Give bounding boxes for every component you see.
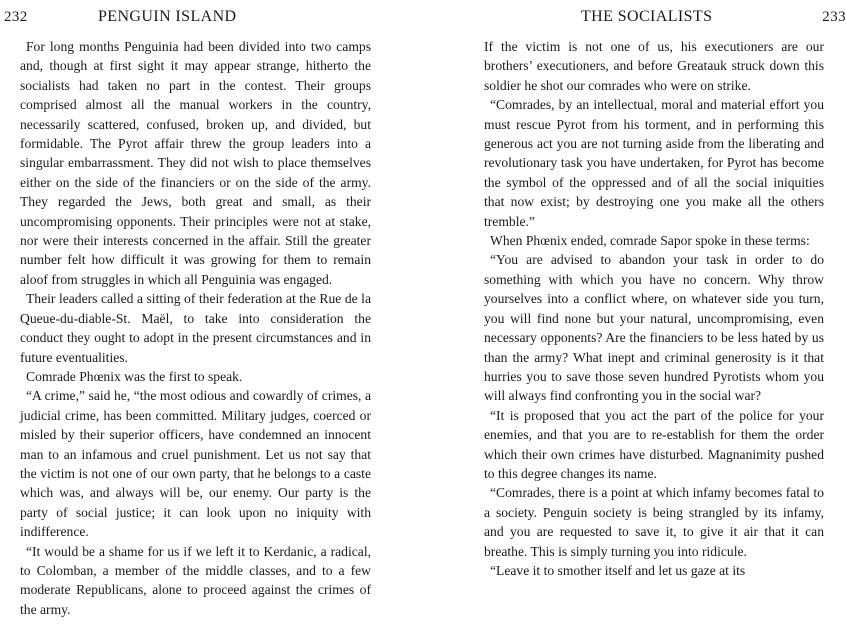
running-head-title: THE SOCIALISTS (581, 8, 713, 25)
page-number: 233 (822, 9, 846, 25)
paragraph: “Leave it to smother itself and let us gaze at its (490, 562, 746, 578)
paragraph: “Comrades, by an intellectual, moral and material effort you must rescue Pyrot from his torment, and in performing this generous act you are not turning aside from the liberating and revolutionary task you have undertaken, for Pyrot has become the symbol of the oppressed and of all the social iniquities that now exist; by destroying one you make all the others tremble.” (484, 97, 824, 229)
left-page (4, 0, 371, 626)
right-running-head (484, 8, 846, 30)
right-page-text (484, 37, 824, 580)
paragraph: If the victim is not one of us, his executioners are our brothers’ executioners, and before Greatauk struck down this soldier he shot our comrades who were on strike. (484, 39, 824, 93)
paragraph: “A crime,” said he, “the most odious and cowardly of crimes, a judicial crime, has been committed. Military judges, coerced or misled by their superior officers, have condemned an innocent man to an infamous and cruel punishment. Let us not say that the victim is not one of our own party, that he belongs to a caste which was, and always will be, our enemy. Our party is the party of social justice; it can look upon no iniquity with indifference. (20, 388, 371, 540)
left-page-text (20, 37, 371, 619)
paragraph: Comrade Phœnix was the first to speak. (26, 368, 243, 384)
running-head-title: PENGUIN ISLAND (98, 8, 237, 25)
paragraph: Their leaders called a sitting of their federation at the Rue de la Queue-du-diable-St. Maël, to take into consideration the conduct they ought to adopt in the present circumstances and in future eventualities. (20, 291, 371, 365)
right-page (484, 0, 846, 626)
left-running-head (4, 8, 371, 30)
paragraph: “It is proposed that you act the part of the police for your enemies, and that you are to re-establish for them the order which their own crimes have disturbed. Magnanimity pushed to this degree changes its name. (484, 407, 824, 481)
paragraph: “You are advised to abandon your task in order to do something with which you have no concern. Why throw yourselves into a conflict where, on whatever side you turn, you will find none but your natural, uncompromising, even necessary opponents? Are the financiers to be less hated by us than the army? What inept and criminal generosity is it that hurries you to save those seven hundred Pyrotists whom you will always find confronting you in the social war? (484, 252, 824, 404)
paragraph: When Phœnix ended, comrade Sapor spoke in these terms: (490, 233, 810, 249)
paragraph: For long months Penguinia had been divided into two camps and, though at first sight it may appear strange, hitherto the socialists had taken no part in the contest. Their groups comprised almost all the manual workers in the country, necessarily scattered, confused, broken up, and divided, but formidable. The Pyrot affair threw the group leaders into a singular embarrassment. They did not wish to place themselves either on the side of the financiers or on the side of the army. They regarded the Jews, both great and small, as their uncompromising opponents. Their principles were not at stake, nor were their interests concerned in the affair. Still the greater number felt how difficult it was growing for them to remain aloof from struggles in which all Penguinia was engaged. (20, 39, 371, 287)
paragraph: “Comrades, there is a point at which infamy becomes fatal to a society. Penguin society is being strangled by its infamy, and you are requested to save it, to give it air that it can breathe. This is simply turning you into ridicule. (484, 485, 824, 559)
page-number: 232 (4, 9, 28, 25)
paragraph: “It would be a shame for us if we left it to Kerdanic, a radical, to Colomban, a member of the middle classes, and to a few moderate Republicans, alone to proceed against the crimes of the army. (20, 543, 371, 617)
